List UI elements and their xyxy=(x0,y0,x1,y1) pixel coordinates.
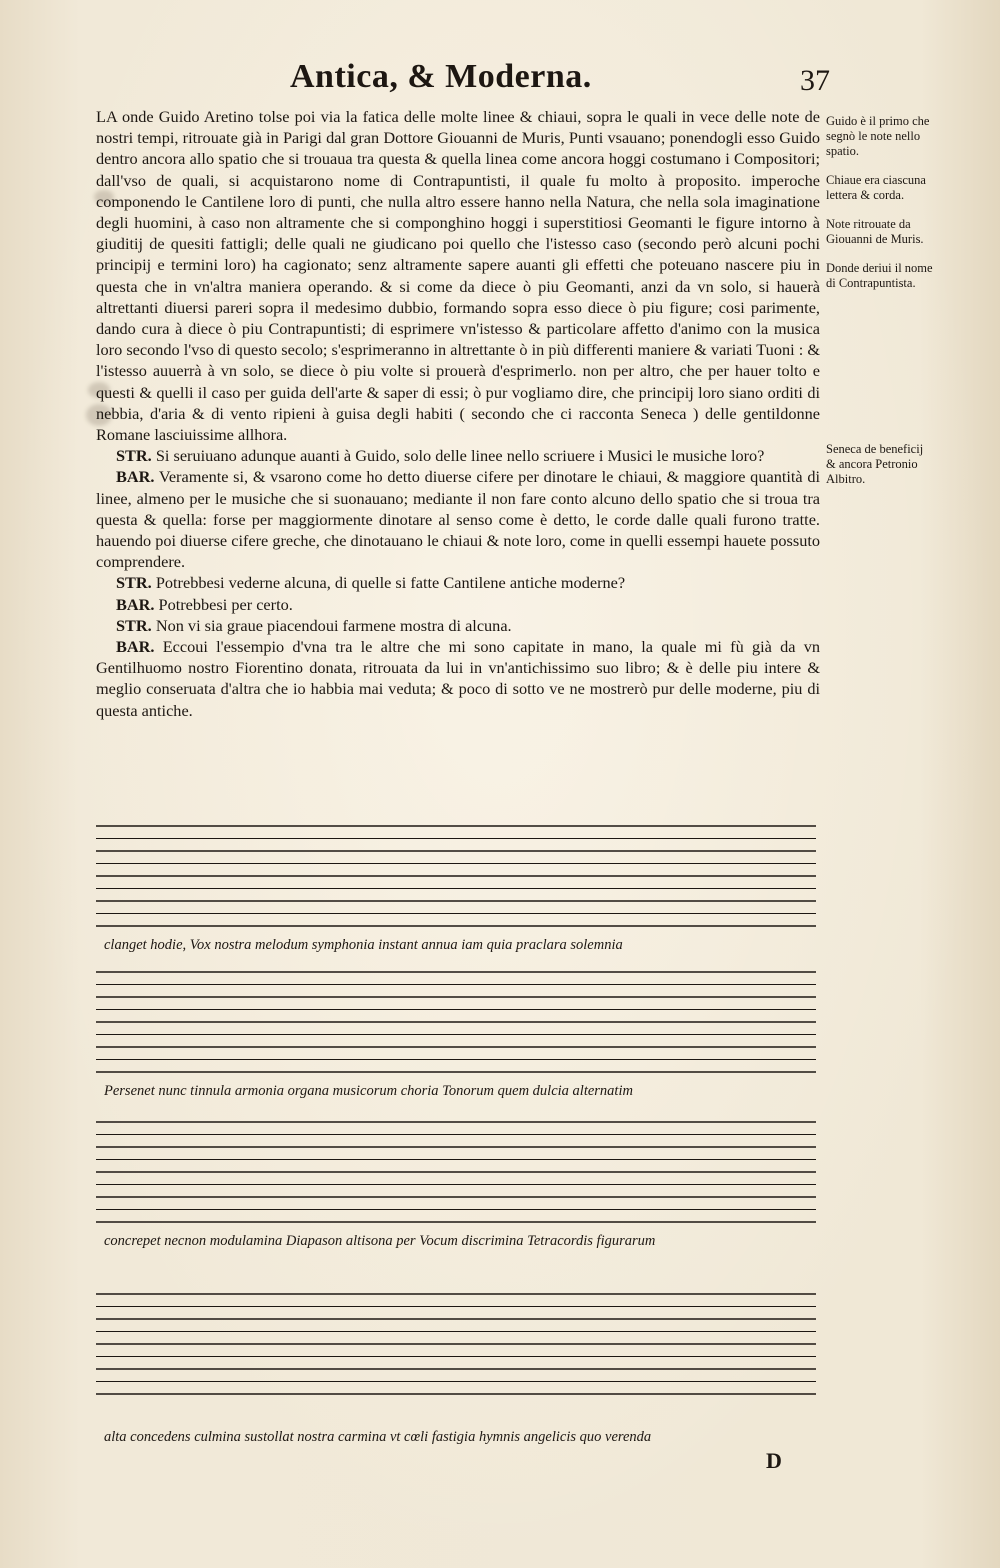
margin-note-column xyxy=(826,442,936,501)
margin-note: Donde deriui il nome di Contrapuntista. xyxy=(826,261,933,290)
staff-lines xyxy=(96,1116,816,1226)
page-number: 37 xyxy=(800,64,830,97)
lyric-line: concrepet necnon modulamina Diapason altisona per Vocum discrimina Tetracordis figurarum xyxy=(104,1233,656,1249)
signature-mark: D xyxy=(766,1448,782,1473)
paragraph xyxy=(96,615,820,636)
margin-note: Guido è il primo che segnò le note nello spatio. xyxy=(826,114,930,158)
paragraph xyxy=(96,594,820,615)
main-text xyxy=(96,106,820,721)
margin-note-column xyxy=(826,114,936,305)
lyric-line: clanget hodie, Vox nostra melodum symphonia instant annua iam quia praclara solemnia xyxy=(104,937,623,953)
speaker-label: BAR. xyxy=(116,637,155,657)
staff-lines xyxy=(96,1288,816,1398)
speaker-label: BAR. xyxy=(116,594,155,614)
staff-system xyxy=(96,1116,816,1252)
speaker-label: STR. xyxy=(116,446,152,466)
margin-note: Chiaue era ciascuna lettera & corda. xyxy=(826,173,926,202)
staff-lines xyxy=(96,966,816,1076)
paragraph xyxy=(96,106,820,445)
paragraph-text: Veramente si, & vsarono come ho detto diuerse cifere per dinotare le chiaui, & maggiore quantità di linee, almeno per le musiche che si suonauano; mediante il non fare conto alcuno dello spatio che si troua tra questa & quella: forse per maggiormente dinotare al senso come è detto, le corde dalle quali furono tratte. hauendo poi diuerse cifere greche, che dinotauano le chiaui & note loro, come in quelli essempi hauete possuto comprendere. xyxy=(96,467,820,572)
music-example xyxy=(96,820,816,1448)
page-header xyxy=(290,58,830,108)
paragraph xyxy=(96,445,820,466)
staff-system xyxy=(96,820,816,956)
lyric-line: alta concedens culmina sustollat nostra carmina vt cœli fastigia hymnis angelicis quo verenda xyxy=(104,1429,652,1445)
speaker-label: STR. xyxy=(116,573,152,593)
speaker-label: STR. xyxy=(116,615,152,635)
running-title: Antica, & Moderna. xyxy=(290,58,592,95)
paragraph-text: Eccoui l'essempio d'vna tra le altre che mi sono capitate in mano, la quale mi fù già da vn Gentilhuomo nostro Fiorentino donata, ritrouata da lui in vn'antichissimo suo libro; & è delle piu intere & meglio conseruata d'altra che io habbia mai veduta; & poco di sotto ve ne mostrerò pur delle moderne, piu di questa antiche. xyxy=(96,637,820,720)
lyric-line: Persenet nunc tinnula armonia organa musicorum choria Tonorum quem dulcia alternatim xyxy=(104,1083,633,1099)
paragraph-text: Potrebbesi per certo. xyxy=(158,594,293,614)
staff-lines xyxy=(96,820,816,930)
paragraph-text: LA onde Guido Aretino tolse poi via la fatica delle molte linee & chiaui, sopra le quali in vece delle note de nostri tempi, ritrouate già in Parigi dal gran Dottore Giouanni de Muris, Punti vsauano; ponendogli esso Guido dentro ancora allo spatio che si trouaua tra questa & quella linea come ancora hoggi costumano i Compositori; dall'vso de quali, si acquistarono nome di Contrapuntisti, il quale fu molto à proposito. imperoche componendo le Cantilene loro di punti, che nulla altro essere hanno nella Natura, che nella sola imaginatione degli huomini, à caso non altramente che si componghino hoggi i superstitiosi Geomanti le figure intorno à giuditij de quesiti fattigli; delle quali ne giudicano poi quello che l'istesso caso (secondo però alcuni pochi principij e termini loro) ha cagionato; senz altramente sapere auanti gli effetti che poteuano nascere piu in questa che in vn'altra maniera operando. & si come da diece ò piu Geomanti, anzi da vn solo, si hauerà altrettanti diuersi pareri sopra il medesimo dubbio, formando sopra esso diece ò piu figure; cosi parimente, dando cura à diece ò piu Contrapuntisti; di esprimere vn'istesso & particolare affetto d'animo con la musica loro secondo l'vso di questo secolo; s'esprimeranno in altrettante ò in più differenti maniere & variati Tuoni : & l'istesso auuerrà à vn solo, se diece ò piu volte si prouerà d'esprimerlo. non per altro, che per hauer tolto e questi & quelli il caso per guida dell'arte & saper di essi; ò pur vogliamo dire, che principij loro siano orditi di nebbia, d'aria & di vento ripieni à guisa degli habiti ( secondo che ci racconta Seneca ) delle gentildonne Romane lasciuissime allhora. xyxy=(96,107,820,445)
paragraph-text: Si seruiuano adunque auanti à Guido, solo delle linee nello scriuere i Musici le musiche loro? xyxy=(155,446,765,466)
margin-note: Seneca de beneficij & ancora Petronio Albitro. xyxy=(826,442,924,486)
margin-note: Note ritrouate da Giouanni de Muris. xyxy=(826,217,924,246)
paragraph xyxy=(96,636,820,721)
paragraph xyxy=(96,572,820,593)
speaker-label: BAR. xyxy=(116,467,155,487)
paragraph xyxy=(96,466,820,572)
staff-system xyxy=(96,1288,816,1448)
staff-system xyxy=(96,966,816,1102)
paragraph-text: Potrebbesi vederne alcuna, di quelle si fatte Cantilene antiche moderne? xyxy=(155,573,626,593)
paragraph-text: Non vi sia graue piacendoui farmene mostra di alcuna. xyxy=(155,615,512,635)
